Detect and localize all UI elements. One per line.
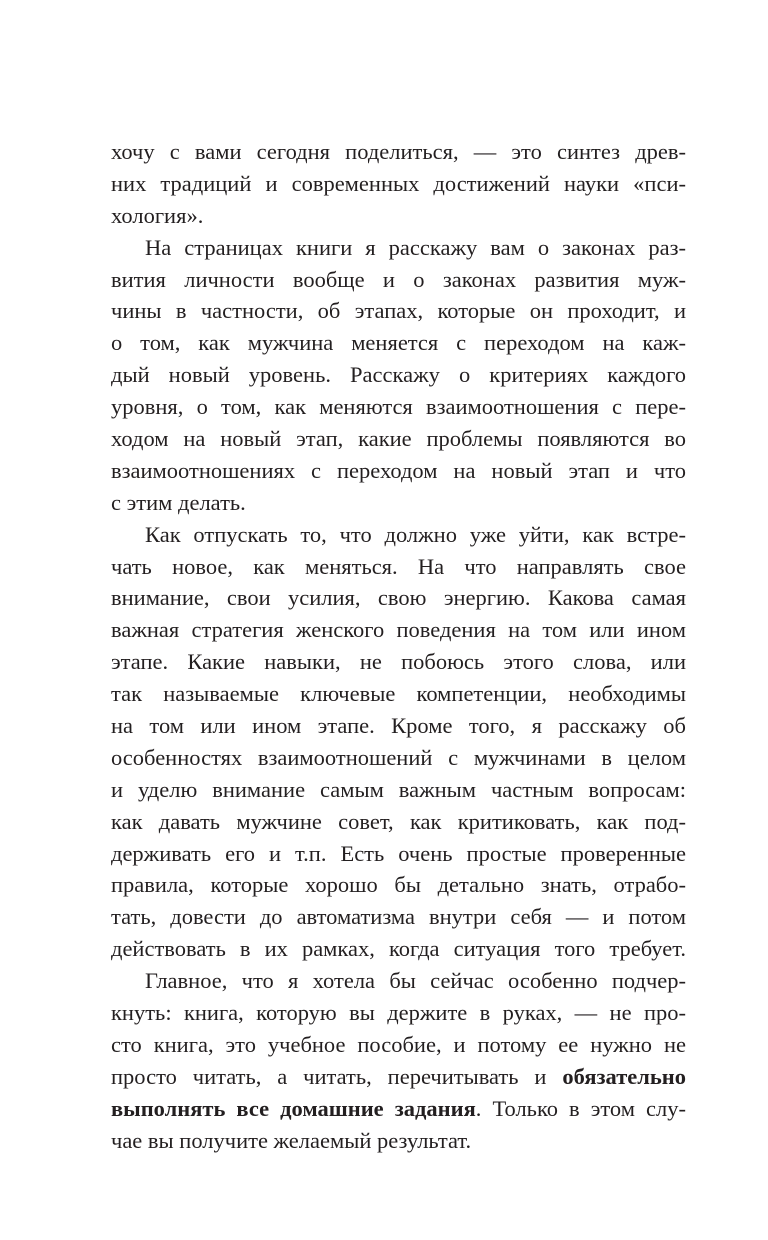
text-line: ходом на новый этап, какие проблемы появляются во [111,426,686,452]
emphasis-text: выполнять все домашние задания [111,1095,476,1121]
text-line: взаимоотношениях с переходом на новый этап и что [111,457,686,483]
text-line: вития личности вообще и о законах развития муж- [111,266,686,292]
paragraph [111,965,686,1156]
text-line: чае вы получите желаемый результат. [111,1127,472,1153]
paragraph [111,519,686,965]
text-line: действовать в их рамках, когда ситуация того требует. [111,936,686,962]
text-line: сто книга, это учебное пособие, и потому ее нужно не [111,1031,686,1057]
text-line: так называемые ключевые компетенции, необходимы [111,681,686,707]
text-line: этапе. Какие навыки, не побоюсь этого слова, или [111,649,686,675]
text-line: правила, которые хорошо бы детально знать, отрабо- [111,872,686,898]
text-line: Как отпускать то, что должно уже уйти, как встре- [145,521,686,547]
text-line: уровня, о том, как меняются взаимоотношения с пере- [111,394,686,420]
text-line: тать, довести до автоматизма внутри себя — и потом [111,904,686,930]
paragraph [111,232,686,519]
text-line: них традиций и современных достижений науки «пси- [111,170,686,196]
body-text [111,136,686,1157]
text-line: Главное, что я хотела бы сейчас особенно подчер- [145,968,686,994]
text-line [111,1093,686,1125]
text-line: На страницах книги я расскажу вам о законах раз- [145,234,686,260]
text-line: чины в частности, об этапах, которые он проходит, и [111,298,686,324]
text-run: просто читать, а читать, перечитывать и [111,1063,547,1089]
text-line: как давать мужчине совет, как критиковать, как под- [111,808,686,834]
text-line: чать новое, как меняться. На что направлять свое [111,553,686,579]
paragraph [111,136,686,232]
text-line: с этим делать. [111,489,246,515]
text-line: кнуть: книга, которую вы держите в руках, — не про- [111,1000,686,1026]
text-line: дый новый уровень. Расскажу о критериях каждого [111,362,686,388]
emphasis-text: обязательно [562,1063,687,1089]
text-line: внимание, свои усилия, свою энергию. Какова самая [111,585,686,611]
text-line: на том или ином этапе. Кроме того, я расскажу об [111,713,686,739]
text-line: важная стратегия женского поведения на том или ином [111,617,686,643]
text-line: хочу с вами сегодня поделиться, — это синтез древ- [111,139,686,164]
text-line [111,1061,686,1093]
text-line: о том, как мужчина меняется с переходом на каж- [111,330,686,356]
text-line: особенностях взаимоотношений с мужчинами в целом [111,744,686,770]
text-line: держивать его и т.п. Есть очень простые проверенные [111,840,686,866]
text-line: и уделю внимание самым важным частным вопросам: [111,776,686,802]
text-line: хология». [111,202,204,228]
text-run: . Только в этом слу- [475,1095,686,1121]
